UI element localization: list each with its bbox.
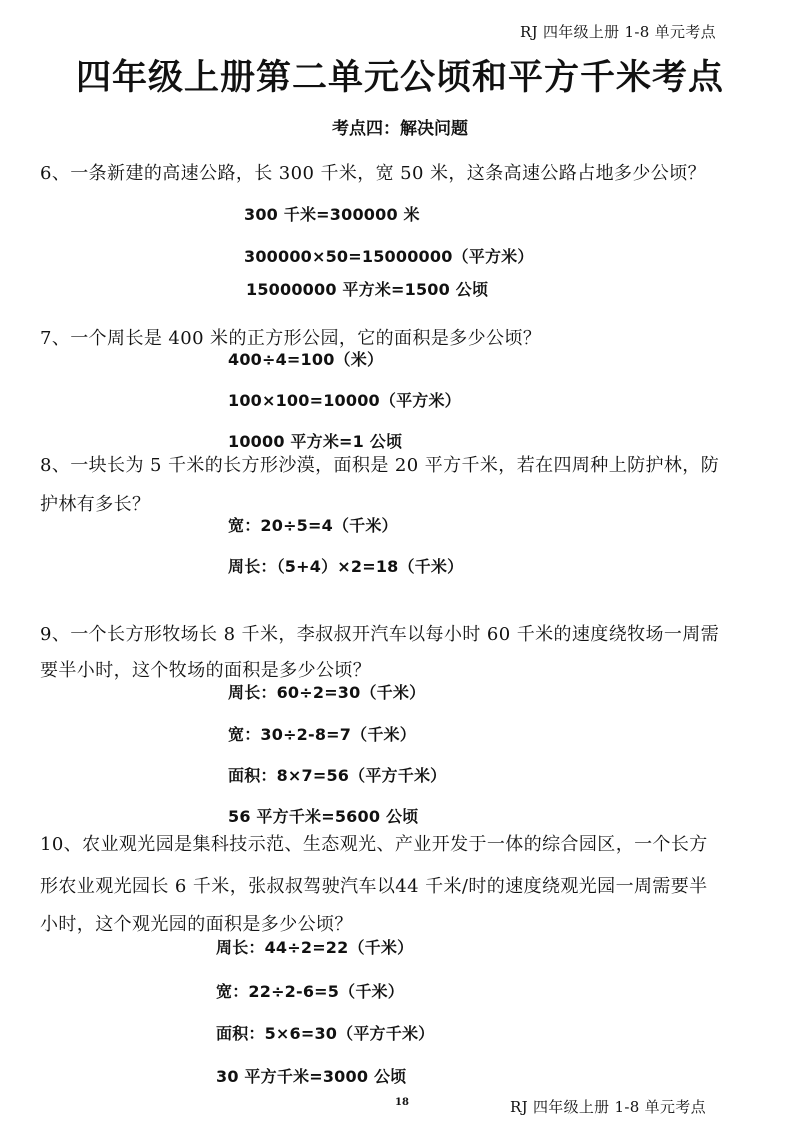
answer-6-step-1: 300 千米=300000 米 <box>244 205 420 224</box>
answer-6-step-2: 300000×50=15000000（平方米） <box>244 247 534 266</box>
answer-9-step-2: 宽：30÷2-8=7（千米） <box>228 725 416 744</box>
answer-10-step-2: 宽：22÷2-6=5（千米） <box>216 982 404 1001</box>
question-9-line-1: 9、一个长方形牧场长 8 千米，李叔叔开汽车以每小时 60 千米的速度绕牧场一周需 <box>40 624 720 645</box>
answer-8-step-1: 宽：20÷5=4（千米） <box>228 516 398 535</box>
page-title: 四年级上册第二单元公顷和平方千米考点 <box>75 57 724 98</box>
answer-9-step-4: 56 平方千米=5600 公顷 <box>228 807 419 826</box>
question-8-line-1: 8、一块长为 5 千米的长方形沙漠，面积是 20 平方千米，若在四周种上防护林，防 <box>40 455 720 476</box>
answer-9-step-1: 周长：60÷2=30（千米） <box>228 683 426 702</box>
question-8-line-2: 护林有多长？ <box>40 494 151 515</box>
answer-10-step-1: 周长：44÷2=22（千米） <box>216 938 414 957</box>
question-6-line-1: 6、一条新建的高速公路，长 300 千米，宽 50 米，这条高速公路占地多少公顷？ <box>40 163 706 184</box>
answer-10-step-4: 30 平方千米=3000 公顷 <box>216 1067 407 1086</box>
question-7-line-1: 7、一个周长是 400 米的正方形公园，它的面积是多少公顷？ <box>40 328 542 349</box>
question-10-line-2: 形农业观光园长 6 千米，张叔叔驾驶汽车以44 千米/时的速度绕观光园一周需要半 <box>40 876 708 897</box>
answer-7-step-2: 100×100=10000（平方米） <box>228 391 461 410</box>
answer-9-step-3: 面积：8×7=56（平方千米） <box>228 766 447 785</box>
question-10-line-3: 小时，这个观光园的面积是多少公顷？ <box>40 914 353 935</box>
page-number: 18 <box>395 1097 409 1108</box>
question-10-line-1: 10、农业观光园是集科技示范、生态观光、产业开发于一体的综合园区，一个长方 <box>40 834 708 855</box>
answer-7-step-1: 400÷4=100（米） <box>228 350 384 369</box>
footer-text: RJ 四年级上册 1-8 单元考点 <box>510 1098 706 1116</box>
question-9-line-2: 要半小时，这个牧场的面积是多少公顷？ <box>40 660 372 681</box>
answer-8-step-2: 周长：（5+4）×2=18（千米） <box>228 557 464 576</box>
answer-6-step-3: 15000000 平方米=1500 公顷 <box>246 280 489 299</box>
section-subtitle: 考点四：解决问题 <box>332 119 468 139</box>
answer-7-step-3: 10000 平方米=1 公顷 <box>228 432 403 451</box>
header-text: RJ 四年级上册 1-8 单元考点 <box>520 23 716 41</box>
answer-10-step-3: 面积：5×6=30（平方千米） <box>216 1024 435 1043</box>
